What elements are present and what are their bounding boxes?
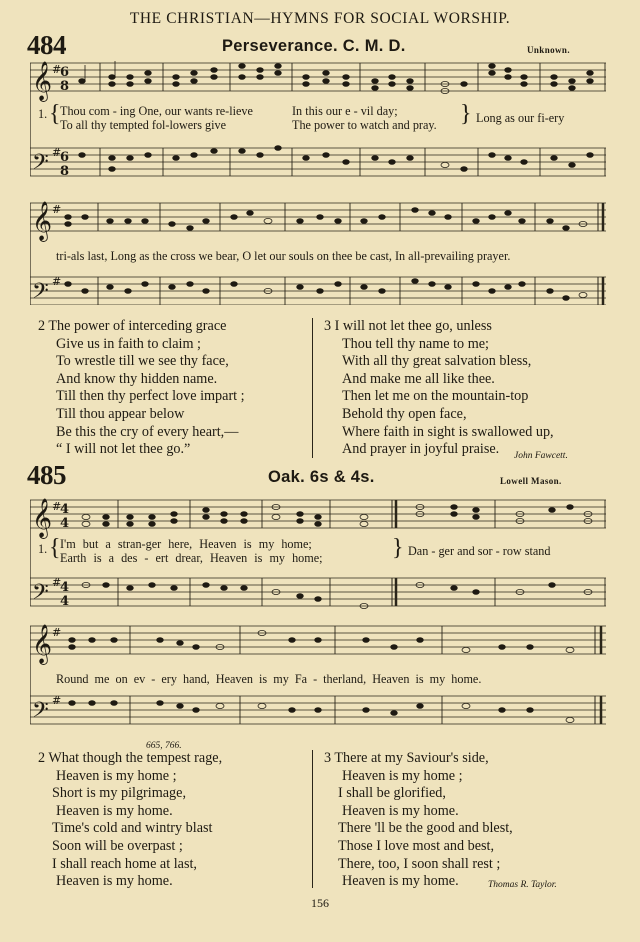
svg-text:6: 6 [60, 150, 70, 165]
treble-clef-icon: 𝄞 [32, 201, 53, 241]
treble-clef-icon: 𝄞 [32, 61, 53, 101]
svg-text:4: 4 [60, 580, 70, 595]
staff-484-s1-treble [30, 63, 606, 91]
lyric-485-refrain1: Dan - ger and sor - row stand [408, 544, 551, 558]
lyric-484-line1a: Thou com - ing One, our wants re-lieve [60, 104, 253, 118]
treble-clef-icon: 𝄞 [32, 498, 53, 538]
hymn-485-composer: Lowell Mason. [500, 476, 562, 486]
page-number: 156 [311, 896, 329, 910]
verse-marker: 1. [38, 542, 48, 556]
lyric-485-line2: Earth is a des - ert drear, Heaven is my home; [60, 551, 323, 565]
treble-clef-icon: 𝄞 [32, 624, 53, 664]
svg-text:#: # [52, 203, 62, 216]
hymn-484-score [30, 55, 606, 305]
hymn-484-number: 484 [27, 30, 66, 60]
hymn-484-composer: Unknown. [527, 45, 570, 55]
column-divider [312, 750, 313, 888]
verse-marker: 1. [38, 107, 48, 121]
svg-text:4: 4 [60, 594, 70, 609]
svg-text:6: 6 [60, 65, 70, 80]
lyric-485-system2: Round me on ev - ery hand, Heaven is my Fa - therland, Heaven is my home. [56, 672, 482, 686]
lyric-brace: } [460, 101, 472, 127]
svg-text:#: # [52, 500, 62, 513]
svg-text:#: # [52, 63, 62, 76]
lyric-484-line2b: The power to watch and pray. [292, 118, 437, 132]
svg-text:4: 4 [60, 516, 70, 531]
hymn-485-verse3: 3 There at my Saviour's side, Heaven is my home ; I shall be glorified, Heaven is my home. There 'll be the good and blest, Those I love most and best, There, too, I soon shall rest ; Heaven is my home. [324, 750, 513, 890]
hymn-485-tune: Oak. 6s & 4s. [268, 468, 375, 486]
lyric-484-line2a: To all thy tempted fol-lowers give [60, 118, 227, 132]
page-header: THE CHRISTIAN—HYMNS FOR SOCIAL WORSHIP. [129, 10, 511, 27]
meter-note: 665, 766. [146, 741, 182, 751]
column-divider [312, 318, 313, 458]
hymn-484-author: John Fawcett. [514, 451, 568, 461]
lyric-brace: { [49, 535, 61, 561]
notes-484 [65, 61, 594, 300]
hymn-485-verse2: 2 What though the tempest rage, Heaven is my home ; Short is my pilgrimage, Heaven is my home. Time's cold and wintry blast Soon will be overpast ; I shall reach home at last, Heaven is my home. [38, 750, 223, 890]
svg-text:#: # [52, 576, 62, 589]
lyric-485-line1: I'm but a stran-ger here, Heaven is my home; [60, 537, 312, 551]
lyric-484-refrain1: Long as our fi-ery [476, 111, 565, 125]
svg-text:4: 4 [60, 502, 70, 517]
hymn-485-author: Thomas R. Taylor. [488, 880, 557, 890]
hymn-484-verse2: 2 The power of interceding grace Give us in faith to claim ; To wrestle till we see thy face, And know thy hidden name. Till then thy perfect love impart ; Till thou appear below Be this the cry of every heart,— “ I will not let thee go.” [38, 318, 245, 458]
lyric-484-line1b: In this our e - vil day; [292, 104, 398, 118]
staff-484-s1-bass [30, 148, 606, 176]
svg-text:#: # [52, 146, 62, 159]
hymn-485-number: 485 [27, 460, 66, 490]
hymn-484-verse3: 3 I will not let thee go, unless Thou tell thy name to me; With all thy great salvation bless, And make me all like thee. Then let me on the mountain-top Behold thy open face, Where faith in sight is swallowed up, And prayer in joyful praise. [324, 318, 554, 458]
hymn-485-score [30, 488, 606, 738]
bass-clef-icon: 𝄢 [32, 279, 49, 305]
svg-text:8: 8 [60, 164, 70, 179]
lyric-brace: { [49, 101, 61, 127]
svg-text:#: # [52, 626, 62, 639]
lyric-484-system2: tri-als last, Long as the cross we bear, O let our souls on thee be cast, In all-prevailing prayer. [56, 249, 511, 263]
svg-text:8: 8 [60, 79, 70, 94]
lyric-brace: } [392, 535, 404, 561]
hymn-484-tune: Perseverance. C. M. D. [222, 37, 406, 55]
svg-text:#: # [52, 275, 62, 288]
svg-text:#: # [52, 694, 62, 707]
bass-clef-icon: 𝄢 [32, 580, 49, 610]
bass-clef-icon: 𝄢 [32, 150, 49, 180]
bass-clef-icon: 𝄢 [32, 698, 49, 728]
